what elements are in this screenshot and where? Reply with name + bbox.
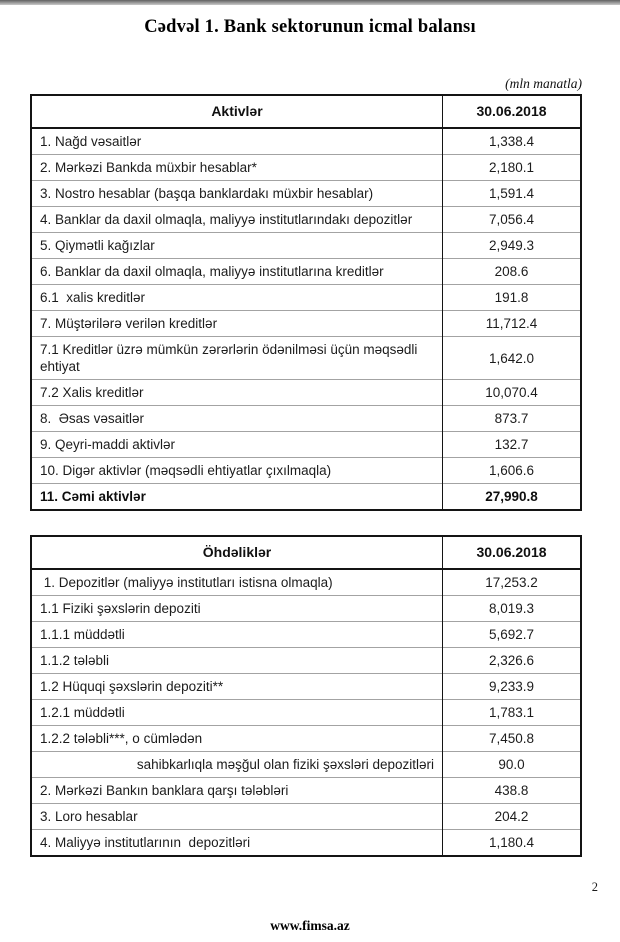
table-row <box>31 285 581 311</box>
row-label: 6. Banklar da daxil olmaqla, maliyyə institutlarına kreditlər <box>31 259 443 285</box>
row-label: 3. Loro hesablar <box>31 804 443 830</box>
row-value: 7,450.8 <box>443 726 582 752</box>
table-row <box>31 569 581 596</box>
row-value: 1,783.1 <box>443 700 582 726</box>
assets-header-row <box>31 95 581 128</box>
row-label: 2. Mərkəzi Bankın banklara qarşı tələbləri <box>31 778 443 804</box>
row-label: 1.2.1 müddətli <box>31 700 443 726</box>
column-header-date: 30.06.2018 <box>443 95 582 128</box>
table-row <box>31 674 581 700</box>
unit-note: (mln manatla) <box>505 76 582 91</box>
row-label: 9. Qeyri-maddi aktivlər <box>31 432 443 458</box>
row-label: 4. Banklar da daxil olmaqla, maliyyə institutlarındakı depozitlər <box>31 207 443 233</box>
row-label: 3. Nostro hesablar (başqa banklardakı müxbir hesablar) <box>31 181 443 207</box>
liabilities-header-row <box>31 536 581 569</box>
table-row <box>31 778 581 804</box>
row-label: 5. Qiymətli kağızlar <box>31 233 443 259</box>
row-value: 208.6 <box>443 259 582 285</box>
row-value: 17,253.2 <box>443 569 582 596</box>
row-label: 7. Müştərilərə verilən kreditlər <box>31 311 443 337</box>
row-label: 1.2 Hüquqi şəxslərin depoziti** <box>31 674 443 700</box>
row-label: 4. Maliyyə institutlarının depozitləri <box>31 830 443 857</box>
table-row <box>31 804 581 830</box>
row-label: 1.2.2 tələbli***, o cümlədən <box>31 726 443 752</box>
row-value: 11,712.4 <box>443 311 582 337</box>
table-row <box>31 259 581 285</box>
table-row <box>31 128 581 155</box>
row-value: 8,019.3 <box>443 596 582 622</box>
row-label: 1. Nağd vəsaitlər <box>31 128 443 155</box>
table-row <box>31 337 581 380</box>
table-row <box>31 830 581 857</box>
row-label: 10. Digər aktivlər (məqsədli ehtiyatlar çıxılmaqla) <box>31 458 443 484</box>
table-row <box>31 622 581 648</box>
row-label: 1.1.1 müddətli <box>31 622 443 648</box>
assets-table <box>30 94 582 511</box>
row-value: 2,326.6 <box>443 648 582 674</box>
column-header-assets: Aktivlər <box>31 95 443 128</box>
row-value: 7,056.4 <box>443 207 582 233</box>
table-row <box>31 311 581 337</box>
table-row <box>31 181 581 207</box>
row-value: 1,591.4 <box>443 181 582 207</box>
liabilities-table <box>30 535 582 857</box>
table-row <box>31 752 581 778</box>
page-title: Cədvəl 1. Bank sektorunun icmal balansı <box>144 17 476 37</box>
table-row <box>31 380 581 406</box>
table-row <box>31 233 581 259</box>
row-label: 6.1 xalis kreditlər <box>31 285 443 311</box>
table-row <box>31 207 581 233</box>
page-number: 2 <box>591 880 598 894</box>
table-row <box>31 648 581 674</box>
assets-table-body <box>31 128 581 510</box>
row-label: 7.2 Xalis kreditlər <box>31 380 443 406</box>
table-row <box>31 406 581 432</box>
row-label: 1. Depozitlər (maliyyə institutları istisna olmaqla) <box>31 569 443 596</box>
window-top-edge <box>0 0 620 5</box>
column-header-date: 30.06.2018 <box>443 536 582 569</box>
row-label: 1.1 Fiziki şəxslərin depoziti <box>31 596 443 622</box>
row-label: sahibkarlıqla məşğul olan fiziki şəxsləri depozitləri <box>31 752 443 778</box>
table-row <box>31 484 581 511</box>
row-value: 2,180.1 <box>443 155 582 181</box>
row-value: 5,692.7 <box>443 622 582 648</box>
liabilities-table-body <box>31 569 581 856</box>
row-value: 9,233.9 <box>443 674 582 700</box>
row-value: 1,180.4 <box>443 830 582 857</box>
row-value: 873.7 <box>443 406 582 432</box>
table-row <box>31 726 581 752</box>
row-label: 2. Mərkəzi Bankda müxbir hesablar* <box>31 155 443 181</box>
row-label: 7.1 Kreditlər üzrə mümkün zərərlərin ödənilməsi üçün məqsədli ehtiyat <box>31 337 443 380</box>
row-label: 11. Cəmi aktivlər <box>31 484 443 511</box>
row-value: 438.8 <box>443 778 582 804</box>
row-value: 132.7 <box>443 432 582 458</box>
table-row <box>31 155 581 181</box>
row-value: 2,949.3 <box>443 233 582 259</box>
table-row <box>31 458 581 484</box>
row-value: 204.2 <box>443 804 582 830</box>
row-value: 191.8 <box>443 285 582 311</box>
row-label: 1.1.2 tələbli <box>31 648 443 674</box>
footer-url: www.fimsa.az <box>270 918 350 933</box>
row-value: 1,606.6 <box>443 458 582 484</box>
table-row <box>31 700 581 726</box>
table-row <box>31 432 581 458</box>
row-label: 8. Əsas vəsaitlər <box>31 406 443 432</box>
row-value: 1,642.0 <box>443 337 582 380</box>
table-row <box>31 596 581 622</box>
row-value: 10,070.4 <box>443 380 582 406</box>
column-header-liabilities: Öhdəliklər <box>31 536 443 569</box>
row-value: 1,338.4 <box>443 128 582 155</box>
row-value: 90.0 <box>443 752 582 778</box>
row-value: 27,990.8 <box>443 484 582 511</box>
